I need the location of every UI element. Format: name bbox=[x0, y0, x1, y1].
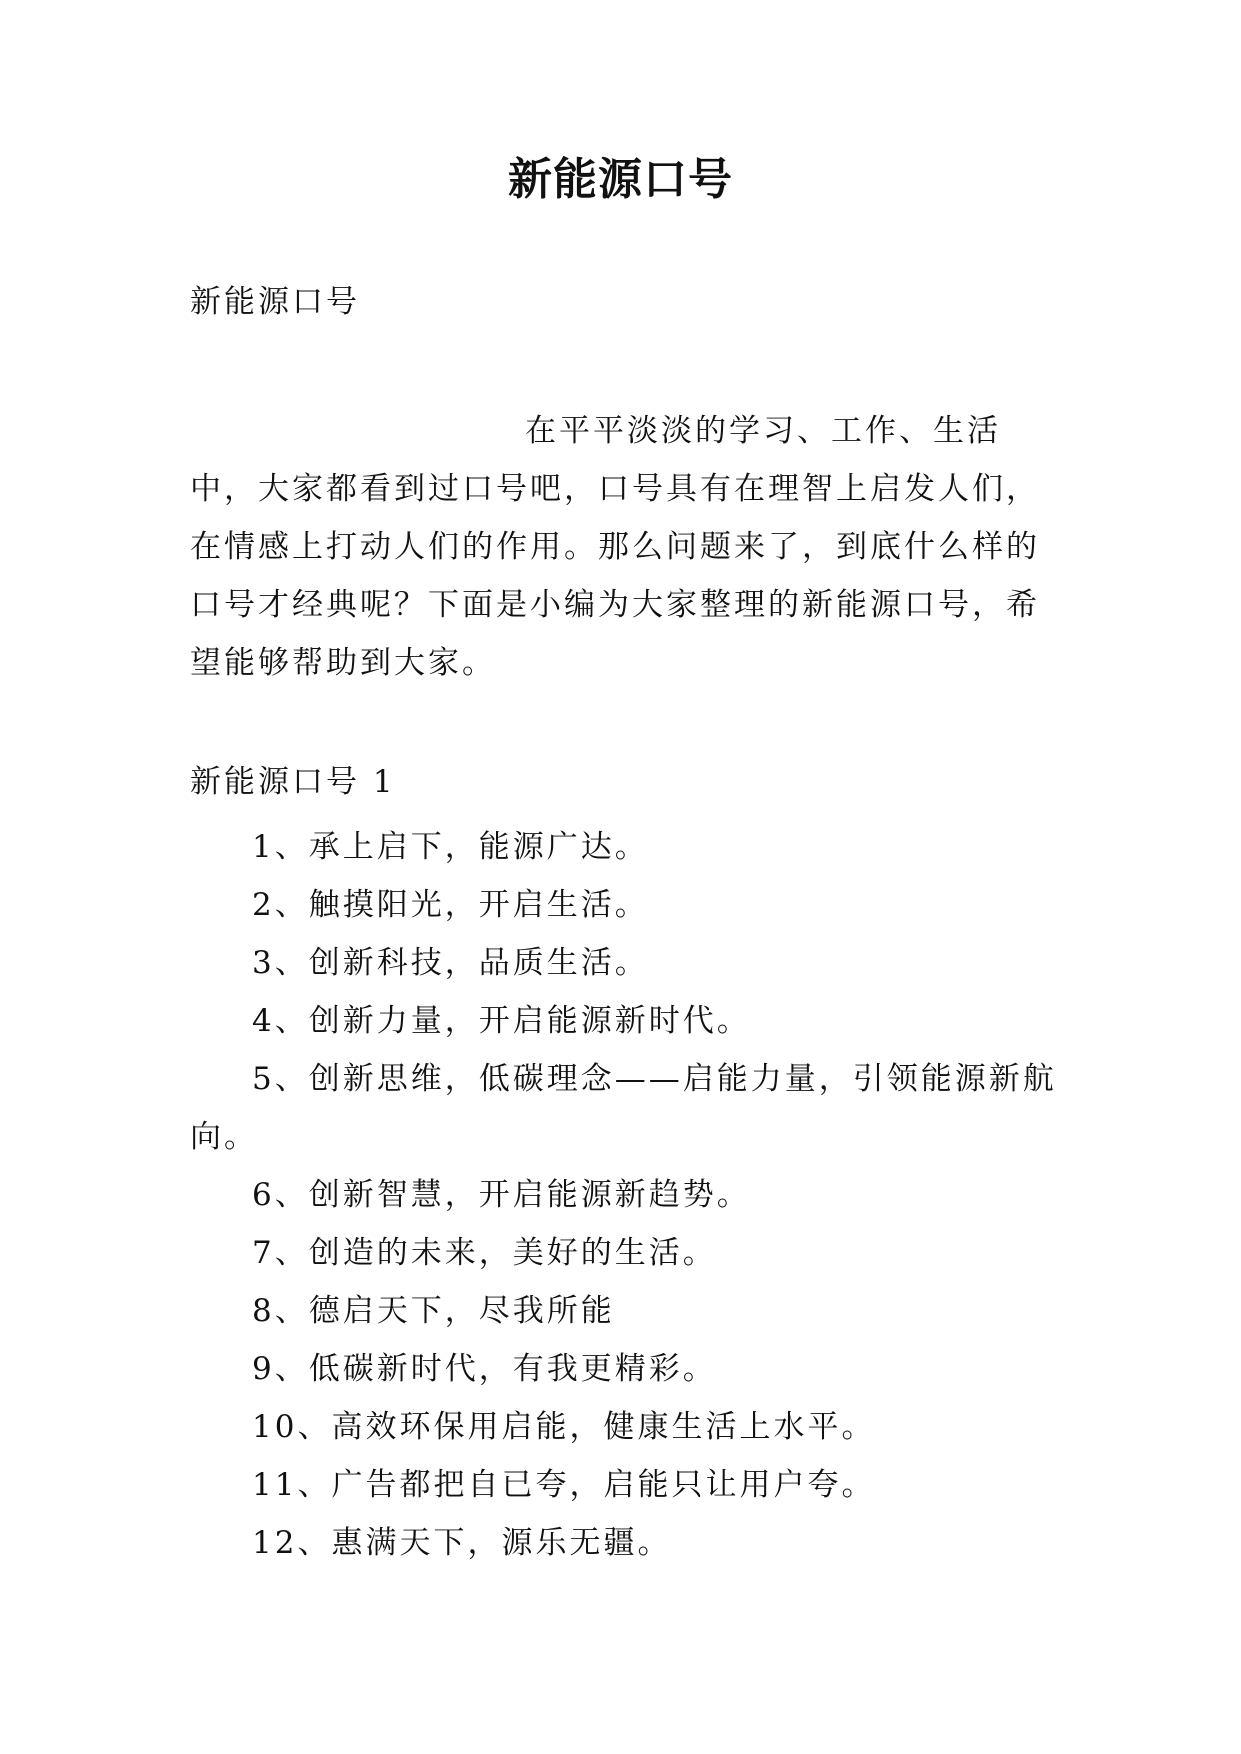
slogan-item: 4、创新力量，开启能源新时代。 bbox=[252, 1003, 751, 1039]
slogan-item: 1、承上启下，能源广达。 bbox=[252, 829, 649, 865]
slogan-item: 6、创新智慧，开启能源新趋势。 bbox=[252, 1177, 751, 1213]
document-subtitle: 新能源口号 bbox=[190, 284, 360, 320]
slogan-list bbox=[190, 818, 1060, 1572]
intro-paragraph: 在平平淡淡的学习、工作、生活中，大家都看到过口号吧，口号具有在理智上启发人们，在情感上打动人们的作用。那么问题来了，到底什么样的口号才经典呢？下面是小编为大家整理的新能源口号，希望能够帮助到大家。 bbox=[190, 413, 1040, 681]
document-title: 新能源口号 bbox=[508, 154, 733, 205]
slogan-item: 2、触摸阳光，开启生活。 bbox=[252, 887, 649, 923]
slogan-item: 9、低碳新时代，有我更精彩。 bbox=[252, 1351, 717, 1387]
slogan-item: 7、创造的未来，美好的生活。 bbox=[252, 1235, 717, 1271]
slogan-item: 8、德启天下，尽我所能 bbox=[252, 1293, 615, 1329]
slogan-item: 12、惠满天下，源乐无疆。 bbox=[252, 1525, 672, 1561]
slogan-item: 10、高效环保用启能，健康生活上水平。 bbox=[252, 1409, 876, 1445]
slogan-item: 11、广告都把自已夸，启能只让用户夸。 bbox=[252, 1467, 876, 1503]
slogan-item: 5、创新思维，低碳理念——启能力量，引领能源新航向。 bbox=[190, 1061, 1057, 1155]
section-heading: 新能源口号 1 bbox=[190, 764, 396, 800]
slogan-item: 3、创新科技，品质生活。 bbox=[252, 945, 649, 981]
